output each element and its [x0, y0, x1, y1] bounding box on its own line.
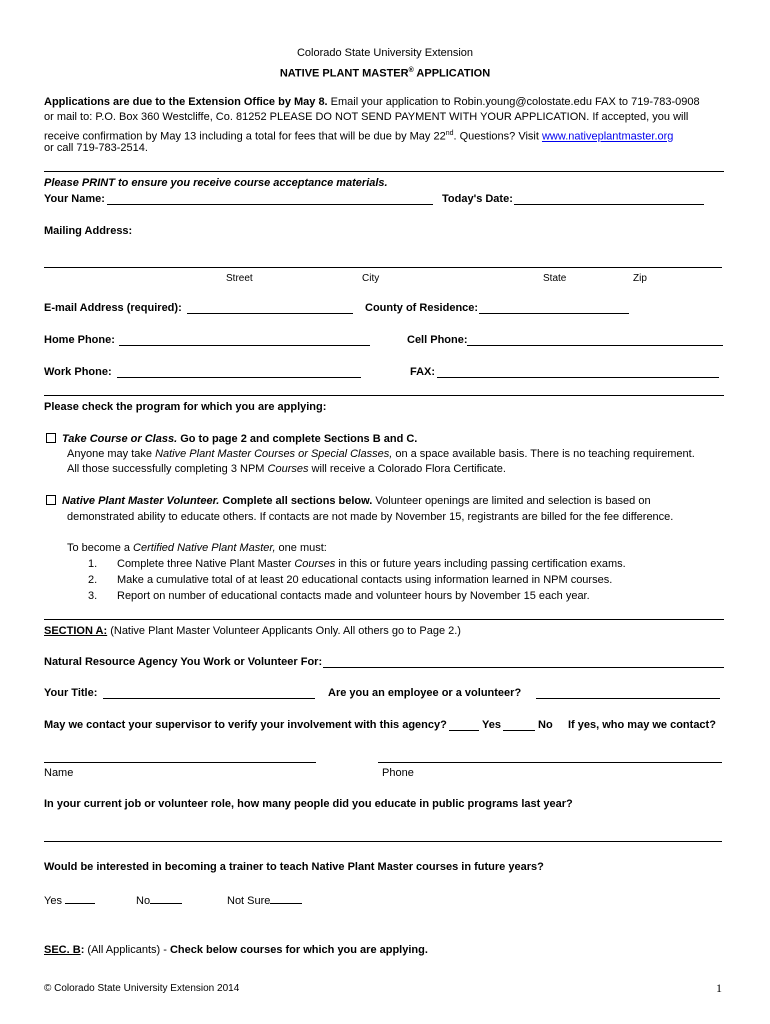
contact-name-label: Name [44, 767, 74, 779]
work-phone-label: Work Phone: [44, 366, 112, 378]
trainer-notsure-option: Not Sure [227, 892, 302, 909]
intro-line-1: Applications are due to the Extension Office by May 8. Email your application to Robin.young@colostate.edu FAX to 719-783-0908 [44, 96, 700, 108]
option-take-course[interactable]: Take Course or Class. Go to page 2 and complete Sections B and C. [46, 432, 417, 447]
county-label: County of Residence: [365, 302, 479, 314]
your-name-field[interactable] [107, 204, 433, 205]
option-volunteer[interactable]: Native Plant Master Volunteer. Complete all sections below. Volunteer openings are limited and selection is based on [46, 494, 651, 509]
fax-field[interactable] [437, 377, 719, 378]
trainer-no-blank[interactable] [150, 892, 182, 904]
fax-label: FAX: [410, 366, 436, 378]
supervisor-no-label: No [538, 719, 553, 731]
supervisor-yes-label: Yes [482, 719, 501, 731]
trainer-question: Would be interested in becoming a trainer to teach Native Plant Master courses in future years? [44, 861, 544, 873]
work-phone-field[interactable] [117, 377, 361, 378]
email-field[interactable] [187, 313, 353, 314]
checkbox-volunteer[interactable] [46, 495, 56, 505]
certification-intro: To become a Certified Native Plant Master, one must: [67, 542, 327, 554]
home-phone-field[interactable] [119, 345, 370, 346]
step-text: Complete three Native Plant Master Courses in this or future years including passing certification exams. [117, 558, 626, 570]
section-a-heading: SECTION A: (Native Plant Master Volunteer Applicants Only. All others go to Page 2.) [44, 625, 461, 637]
contact-phone-field[interactable] [378, 762, 722, 763]
state-label: State [543, 273, 567, 284]
supervisor-yes-blank[interactable] [449, 730, 479, 731]
page-title: NATIVE PLANT MASTER® APPLICATION [279, 67, 491, 80]
county-field[interactable] [479, 313, 629, 314]
step-text: Report on number of educational contacts made and volunteer hours by November 15 each year. [117, 590, 590, 602]
mailing-address-field[interactable] [44, 267, 722, 268]
contact-phone-label: Phone [382, 767, 414, 779]
todays-date-field[interactable] [514, 204, 704, 205]
cell-phone-field[interactable] [467, 345, 723, 346]
your-title-label: Your Title: [44, 687, 98, 699]
email-label: E-mail Address (required): [44, 302, 182, 314]
todays-date-label: Today's Date: [442, 193, 513, 205]
step-number: 1. [88, 558, 98, 570]
employee-field[interactable] [536, 698, 720, 699]
contact-name-field[interactable] [44, 762, 316, 763]
org-name: Colorado State University Extension [296, 47, 474, 59]
your-name-label: Your Name: [44, 193, 105, 205]
divider [44, 395, 724, 396]
employee-question: Are you an employee or a volunteer? [328, 687, 522, 699]
print-note: Please PRINT to ensure you receive course acceptance materials. [44, 177, 388, 189]
step-number: 3. [88, 590, 98, 602]
program-heading: Please check the program for which you are applying: [44, 401, 327, 413]
trainer-no-option: No [136, 892, 182, 909]
agency-field[interactable] [323, 667, 724, 668]
divider [44, 171, 724, 172]
option-take-course-desc-2: All those successfully completing 3 NPM Courses will receive a Colorado Flora Certificate. [67, 463, 506, 475]
intro-line-4: or call 719-783-2514. [44, 142, 148, 154]
footer-copyright: © Colorado State University Extension 2014 [44, 983, 240, 994]
trainer-yes-blank[interactable] [65, 892, 95, 904]
supervisor-no-blank[interactable] [503, 730, 535, 731]
who-contact-question: If yes, who may we contact? [568, 719, 716, 731]
option-volunteer-desc: demonstrated ability to educate others. If contacts are not made by November 15, registrants are billed for the fee difference. [67, 511, 674, 523]
street-label: Street [226, 273, 253, 284]
zip-label: Zip [633, 273, 647, 284]
supervisor-question: May we contact your supervisor to verify your involvement with this agency? [44, 719, 447, 731]
option-take-course-desc-1: Anyone may take Native Plant Master Courses or Special Classes, on a space available basis. There is no teaching requirement. [67, 448, 695, 460]
cell-phone-label: Cell Phone: [407, 334, 468, 346]
agency-label: Natural Resource Agency You Work or Volunteer For: [44, 656, 323, 668]
mailing-address-label: Mailing Address: [44, 225, 133, 237]
website-link[interactable]: www.nativeplantmaster.org [541, 130, 674, 143]
intro-line-3: receive confirmation by May 13 including a total for fees that will be due by May 22nd. Questions? Visit www.nativeplantmaster.org [44, 130, 674, 143]
section-b-heading: SEC. B: (All Applicants) - Check below courses for which you are applying. [44, 944, 428, 956]
educate-field[interactable] [44, 841, 722, 842]
city-label: City [362, 273, 380, 284]
trainer-notsure-blank[interactable] [270, 892, 302, 904]
home-phone-label: Home Phone: [44, 334, 115, 346]
trainer-yes-option: Yes [44, 892, 95, 909]
divider [44, 619, 724, 620]
step-text: Make a cumulative total of at least 20 educational contacts using information learned in NPM courses. [117, 574, 613, 586]
checkbox-take-course[interactable] [46, 433, 56, 443]
page-number: 1 [716, 981, 722, 995]
educate-question: In your current job or volunteer role, how many people did you educate in public programs last year? [44, 798, 573, 810]
step-number: 2. [88, 574, 98, 586]
your-title-field[interactable] [103, 698, 315, 699]
intro-line-2: or mail to: P.O. Box 360 Westcliffe, Co. 81252 PLEASE DO NOT SEND PAYMENT WITH YOUR APPLICATION. If accepted, you will [44, 111, 689, 123]
